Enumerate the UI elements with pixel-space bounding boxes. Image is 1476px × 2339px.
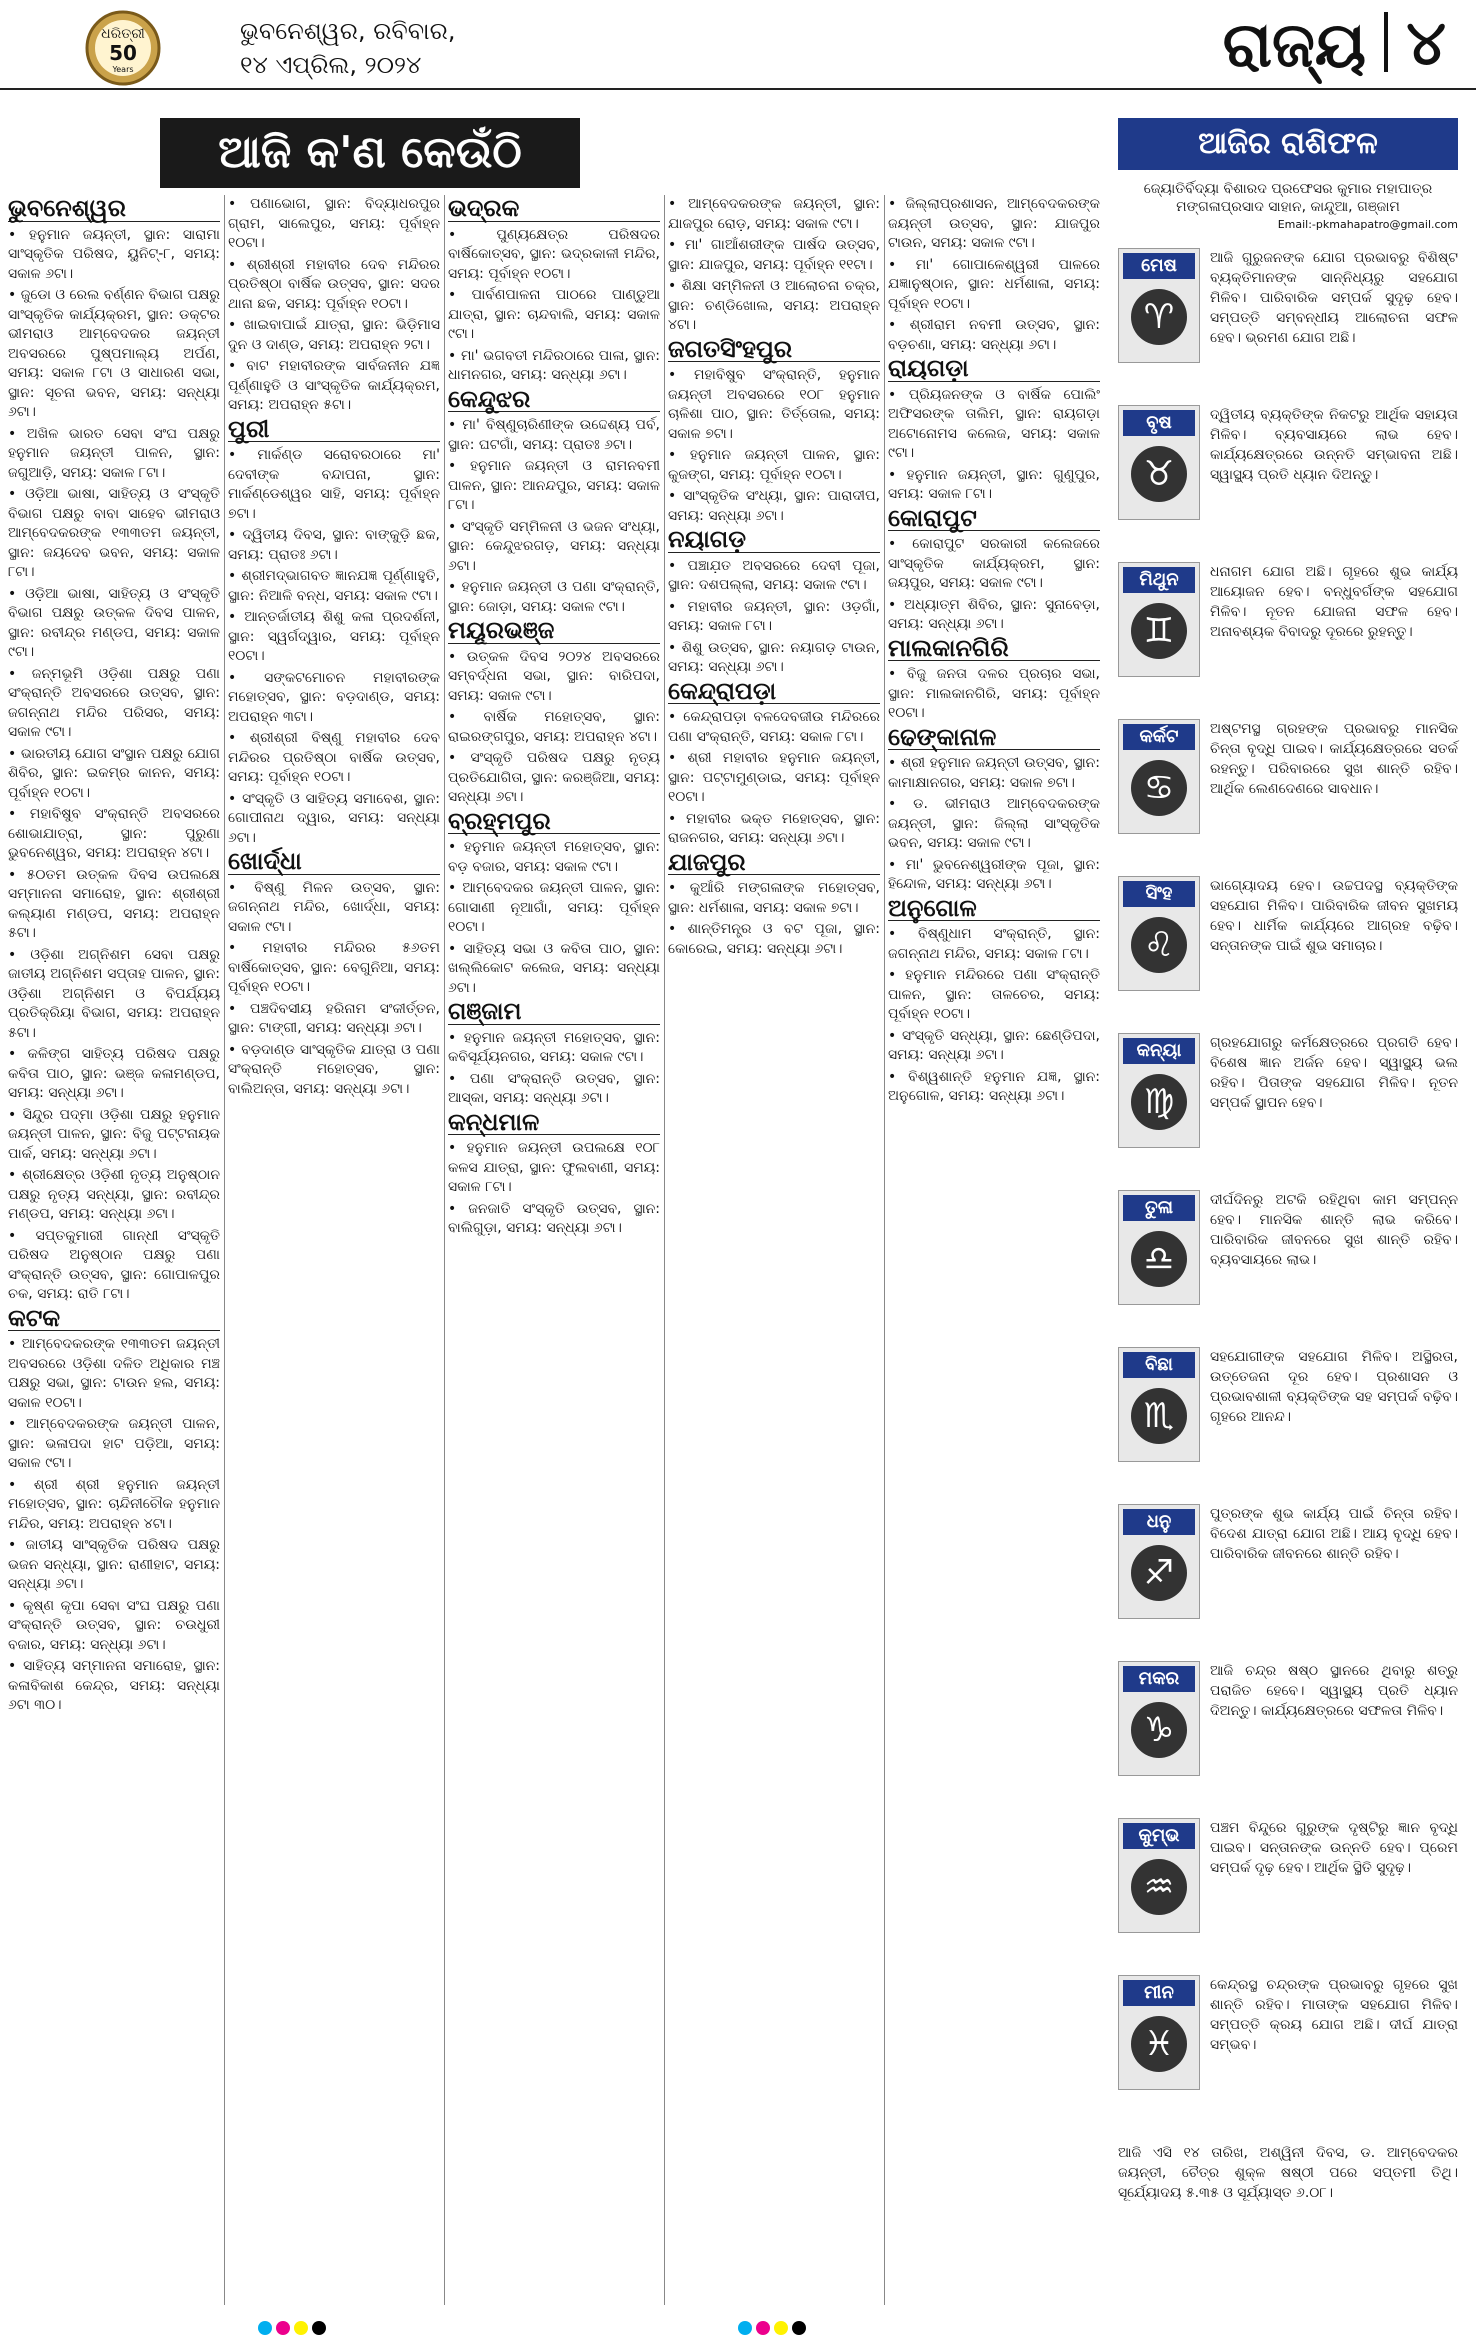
- district-heading: ଯାଜପୁର: [668, 853, 880, 876]
- sign-name: କୁମ୍ଭ: [1123, 1823, 1195, 1849]
- event-item: • ଆମ୍ବେଦକରଙ୍କ ୧୩୩ତମ ଜୟନ୍ତୀ ଅବସରରେ ଓଡ଼ିଶା ଦଳିତ ଅଧିକାର ମଞ୍ଚ ପକ୍ଷରୁ ସଭା, ସ୍ଥାନ: ଟାଉନ ହଲ, ସମୟ: ସକାଳ ୧୦ଟା।: [8, 1336, 220, 1411]
- district-heading: କେନ୍ଦ୍ରାପଡ଼ା: [668, 682, 880, 705]
- district-heading: ପୁରୀ: [228, 420, 440, 443]
- sign-badge: [1118, 1190, 1200, 1305]
- event-item: • କଳିଙ୍ଗ ସାହିତ୍ୟ ପରିଷଦ ପକ୍ଷରୁ କବିତା ପାଠ, ସ୍ଥାନ: ଭଞ୍ଜ କଳାମଣ୍ଡପ, ସମୟ: ସନ୍ଧ୍ୟା ୬ଟା।: [8, 1046, 220, 1101]
- district-heading: ରାୟଗଡ଼ା: [888, 359, 1100, 382]
- event-item: • ସପ୍ତକୁମାରୀ ଗାନ୍ଧୀ ସଂସ୍କୃତି ପରିଷଦ ଅନୁଷ୍ଠାନ ପକ୍ଷରୁ ପଣା ସଂକ୍ରାନ୍ତି ଉତ୍ସବ, ସ୍ଥାନ: ଗୋପାଳପୁର ଚକ, ସମୟ: ରାତି ୮ଟା।: [8, 1227, 220, 1302]
- listing-column: [228, 195, 440, 1101]
- zodiac-sign: [1118, 1661, 1458, 1816]
- event-item: • ବିଶ୍ୱଶାନ୍ତି ହନୁମାନ ଯଜ୍ଞ, ସ୍ଥାନ: ଅନୁଗୋଳ, ସମୟ: ସନ୍ଧ୍ୟା ୬ଟା।: [888, 1068, 1100, 1104]
- event-item: • ସଂସ୍କୃତି ପରିଷଦ ପକ୍ଷରୁ ନୃତ୍ୟ ପ୍ରତିଯୋଗିତା, ସ୍ଥାନ: କରଞ୍ଜିଆ, ସମୟ: ସନ୍ଧ୍ୟା ୬ଟା।: [448, 750, 660, 805]
- event-item: • ଖାଇବାପାଇଁ ଯାତ୍ରା, ସ୍ଥାନ: ଭିଡ଼ିମାସ ଦୁନ ଓ ଦାଣ୍ଡ, ସମୟ: ଅପରାହ୍ନ ୨ଟା।: [228, 317, 440, 353]
- zodiac-icon: ♏: [1131, 1388, 1187, 1444]
- author-line-1: ଜ୍ୟୋତିର୍ବିଦ୍ୟା ବିଶାରଦ ପ୍ରଫେସର କୁମାର ମହାପାତ୍ର: [1143, 181, 1433, 197]
- district-heading: ଭଦ୍ରକ: [448, 199, 660, 222]
- event-item: • ହନୁମାନ ଜୟନ୍ତୀ ମହୋତ୍ସବ, ସ୍ଥାନ: କବିସୂର୍ଯ୍ୟନଗର, ସମୟ: ସକାଳ ୯ଟା।: [448, 1029, 660, 1065]
- event-item: • ପ୍ରିୟଜନଙ୍କ ଓ ବାର୍ଷିକ ପୋଲିଂ ଅଫିସରଙ୍କ ତାଲିମ, ସ୍ଥାନ: ରାୟଗଡ଼ା ଅଟୋନୋମସ କଲେଜ, ସମୟ: ସକାଳ ୯ଟା।: [888, 386, 1100, 461]
- zodiac-sign: [1118, 1190, 1458, 1345]
- event-item: • ମା' ଗୋପାଳେଶ୍ୱରୀ ପାଳରେ ଯଜ୍ଞାନୁଷ୍ଠାନ, ସ୍ଥାନ: ଧର୍ମଶାଳା, ସମୟ: ପୂର୍ବାହ୍ନ ୧୦ଟା।: [888, 256, 1100, 312]
- event-item: • ମା' ଭୁବନେଶ୍ୱରୀଙ୍କ ପୂଜା, ସ୍ଥାନ: ହିନ୍ଦୋଳ, ସମୟ: ସନ୍ଧ୍ୟା ୬ଟା।: [888, 856, 1100, 892]
- sign-badge: [1118, 1504, 1200, 1619]
- sign-name: ବୃଷ: [1123, 410, 1195, 436]
- zodiac-icon: ♑: [1131, 1702, 1187, 1758]
- sign-prediction: ଆଜି ଚନ୍ଦ୍ର ଷଷ୍ଠ ସ୍ଥାନରେ ଥିବାରୁ ଶତ୍ରୁ ପରାଜିତ ହେବେ। ସ୍ୱାସ୍ଥ୍ୟ ପ୍ରତି ଧ୍ୟାନ ଦିଅନ୍ତୁ। କାର୍ଯ୍ୟକ୍ଷେତ୍ରରେ ସଫଳତା ମିଳିବ।: [1210, 1663, 1458, 1719]
- zodiac-icon: ♌: [1131, 917, 1187, 973]
- event-item: • କୃଷ୍ଣ କୃପା ସେବା ସଂଘ ପକ୍ଷରୁ ପଣା ସଂକ୍ରାନ୍ତି ଉତ୍ସବ, ସ୍ଥାନ: ଚଉଧୁରୀ ବଜାର, ସମୟ: ସନ୍ଧ୍ୟା ୬ଟା।: [8, 1597, 220, 1653]
- event-item: • ହନୁମାନ ମନ୍ଦିରରେ ପଣା ସଂକ୍ରାନ୍ତି ପାଳନ, ସ୍ଥାନ: ତାଳଚେର, ସମୟ: ପୂର୍ବାହ୍ନ ୧୦ଟା।: [888, 967, 1100, 1022]
- event-item: • ଜାତୀୟ ସାଂସ୍କୃତିକ ପରିଷଦ ପକ୍ଷରୁ ଭଜନ ସନ୍ଧ୍ୟା, ସ୍ଥାନ: ରାଣୀହାଟ, ସମୟ: ସନ୍ଧ୍ୟା ୬ଟା।: [8, 1537, 220, 1592]
- sign-prediction: ଭାଗ୍ୟୋଦୟ ହେବ। ଉଚ୍ଚପଦସ୍ଥ ବ୍ୟକ୍ତିଙ୍କ ସହଯୋଗ ମିଳିବ। ପାରିବାରିକ ଜୀବନ ସୁଖମୟ ହେବ। ଧାର୍ମିକ କାର୍ଯ୍ୟରେ ଆଗ୍ରହ ବଢ଼ିବ। ସନ୍ତାନଙ୍କ ପାଇଁ ଶୁଭ ସମାଚାର।: [1210, 878, 1458, 954]
- event-item: • ମା' ଭଗବତୀ ମନ୍ଦିରଠାରେ ପାଳା, ସ୍ଥାନ: ଧାମନଗର, ସମୟ: ସନ୍ଧ୍ୟା ୬ଟା।: [448, 347, 660, 383]
- registration-dot: [276, 2321, 290, 2335]
- event-item: • ଶ୍ରୀରାମ ନବମୀ ଉତ୍ସବ, ସ୍ଥାନ: ବଡ଼ଚଣା, ସମୟ: ସନ୍ଧ୍ୟା ୬ଟା।: [888, 317, 1100, 353]
- zodiac-icon: ♊: [1131, 603, 1187, 659]
- event-item: • ଜନ୍ମଭୂମି ଓଡ଼ିଶା ପକ୍ଷରୁ ପଣା ସଂକ୍ରାନ୍ତି ଅବସରରେ ଉତ୍ସବ, ସ୍ଥାନ: ଜଗନ୍ନାଥ ମନ୍ଦିର ପରିସର, ସମୟ: ସକାଳ ୯ଟା।: [8, 665, 220, 740]
- sign-name: ଧନୁ: [1123, 1509, 1195, 1535]
- event-item: • ଓଡ଼ିଆ ଭାଷା, ସାହିତ୍ୟ ଓ ସଂସ୍କୃତି ବିଭାଗ ପକ୍ଷରୁ ବାବା ସାହେବ ଭୀମରାଓ ଆମ୍ବେଦକରଙ୍କ ୧୩୩ତମ ଜୟନ୍ତୀ, ସ୍ଥାନ: ଜୟଦେବ ଭବନ, ସମୟ: ସକାଳ ୮ଟା।: [8, 486, 220, 580]
- district-heading: କନ୍ଧମାଳ: [448, 1113, 660, 1136]
- event-item: • ମା' ବିଷ୍ଣୁଚାରିଣୀଙ୍କ ଉଦ୍ଦେଶ୍ୟ ପର୍ବ, ସ୍ଥାନ: ଘଟଗାଁ, ସମୟ: ପ୍ରାତଃ ୬ଟା।: [448, 417, 660, 453]
- event-item: • ବିଷ୍ଣୁ ମିଳନ ଉତ୍ସବ, ସ୍ଥାନ: ଜଗନ୍ନାଥ ମନ୍ଦିର, ଖୋର୍ଦ୍ଧା, ସମୟ: ସକାଳ ୯ଟା।: [228, 879, 440, 935]
- event-item: • ଶ୍ରୀ ହନୁମାନ ଜୟନ୍ତୀ ଉତ୍ସବ, ସ୍ଥାନ: କାମାକ୍ଷାନଗର, ସମୟ: ସକାଳ ୭ଟା।: [888, 755, 1100, 791]
- sign-badge: [1118, 562, 1200, 677]
- sign-prediction: ଗ୍ରହଯୋଗରୁ କର୍ମକ୍ଷେତ୍ରରେ ପ୍ରଗତି ହେବ। ବିଶେଷ ଜ୍ଞାନ ଅର୍ଜନ ହେବ। ସ୍ୱାସ୍ଥ୍ୟ ଭଲ ରହିବ। ପିତାଙ୍କ ସହଯୋଗ ମିଳିବ। ନୂତନ ସମ୍ପର୍କ ସ୍ଥାପନ ହେବ।: [1210, 1035, 1458, 1111]
- logo-years-label: Years: [112, 65, 134, 74]
- event-item: • ଅଖିଳ ଭାରତ ସେବା ସଂଘ ପକ୍ଷରୁ ହନୁମାନ ଜୟନ୍ତୀ ପାଳନ, ସ୍ଥାନ: ଜଗୁଆଡ଼ି, ସମୟ: ସକାଳ ୮ଟା।: [8, 425, 220, 481]
- print-registration-bar: [0, 2318, 1476, 2339]
- event-item: • ହନୁମାନ ଜୟନ୍ତୀ ଓ ରାମନବମୀ ପାଳନ, ସ୍ଥାନ: ଆନନ୍ଦପୁର, ସମୟ: ସକାଳ ୮ଟା।: [448, 458, 660, 513]
- horoscope-title: ଆଜିର ରାଶିଫଳ: [1118, 118, 1458, 170]
- event-item: • ସାହିତ୍ୟ ସମ୍ମାନନା ସମାରୋହ, ସ୍ଥାନ: କଳାବିକାଶ କେନ୍ଦ୍ର, ସମୟ: ସନ୍ଧ୍ୟା ୬ଟା ୩୦।: [8, 1658, 220, 1713]
- column-divider: [444, 195, 445, 2305]
- district-heading: କଟକ: [8, 1309, 220, 1332]
- event-item: • କୁଆଁରି ମଙ୍ଗଳାଙ୍କ ମହୋତ୍ସବ, ସ୍ଥାନ: ଧର୍ମଶାଳା, ସମୟ: ସକାଳ ୭ଟା।: [668, 880, 880, 916]
- district-heading: ଢେଙ୍କାନାଳ: [888, 728, 1100, 751]
- zodiac-sign: [1118, 1504, 1458, 1659]
- sign-name: ମକର: [1123, 1666, 1195, 1692]
- event-item: • କୋରାପୁଟ ସରକାରୀ କଲେଜରେ ସାଂସ୍କୃତିକ କାର୍ଯ୍ୟକ୍ରମ, ସ୍ଥାନ: ଜୟପୁର, ସମୟ: ସକାଳ ୯ଟା।: [888, 536, 1100, 591]
- sign-prediction: ଦ୍ୱିତୀୟ ବ୍ୟକ୍ତିଙ୍କ ନିକଟରୁ ଆର୍ଥିକ ସହାୟତା ମିଳିବ। ବ୍ୟବସାୟରେ ଲାଭ ହେବ। କାର୍ଯ୍ୟକ୍ଷେତ୍ରରେ ଉନ୍ନତି ସମ୍ଭାବନା ଅଛି। ସ୍ୱାସ୍ଥ୍ୟ ପ୍ରତି ଧ୍ୟାନ ଦିଅନ୍ତୁ।: [1210, 407, 1458, 483]
- zodiac-icon: ♋: [1131, 760, 1187, 816]
- registration-dot: [738, 2321, 752, 2335]
- color-dots-left: [258, 2321, 326, 2335]
- zodiac-icon: ♓: [1131, 2016, 1187, 2072]
- sign-name: କନ୍ୟା: [1123, 1038, 1195, 1064]
- page-separator: [1384, 12, 1388, 72]
- listing-column: [8, 195, 220, 1718]
- event-item: • ବଡ଼ଦାଣ୍ଡ ସାଂସ୍କୃତିକ ଯାତ୍ରା ଓ ପଣା ସଂକ୍ରାନ୍ତି ମହୋତ୍ସବ, ସ୍ଥାନ: ବାଲିଅନ୍ତା, ସମୟ: ସନ୍ଧ୍ୟା ୬ଟା।: [228, 1041, 440, 1097]
- event-item: • ପଣାଭୋଗ, ସ୍ଥାନ: ବିଦ୍ୟାଧରପୁର ଗ୍ରାମ, ସାଲେପୁର, ସମୟ: ପୂର୍ବାହ୍ନ ୧୦ଟା।: [228, 196, 440, 251]
- district-heading: ବ୍ରହ୍ମପୁର: [448, 812, 660, 835]
- event-item: • କେନ୍ଦ୍ରାପଡ଼ା ବଳଦେବଜୀଉ ମନ୍ଦିରରେ ପଣା ସଂକ୍ରାନ୍ତି, ସମୟ: ସକାଳ ୮ଟା।: [668, 709, 880, 745]
- column-divider: [884, 195, 885, 2305]
- event-item: • ଶାନ୍ତିମନ୍ତ୍ର ଓ ବଟ ପୂଜା, ସ୍ଥାନ: କୋରେଇ, ସମୟ: ସନ୍ଧ୍ୟା ୬ଟା।: [668, 921, 880, 957]
- event-item: • ମାର୍କଣ୍ଡ ସରୋବରଠାରେ ମା' ଦେବୀଙ୍କ ବନ୍ଦାପନା, ସ୍ଥାନ: ମାର୍କଣ୍ଡେଶ୍ୱର ସାହି, ସମୟ: ପୂର୍ବାହ୍ନ ୭ଟା।: [228, 447, 440, 522]
- event-item: • ଆମ୍ବେଦକର ଜୟନ୍ତୀ ପାଳନ, ସ୍ଥାନ: ଗୋସାଣୀ ନୂଆଗାଁ, ସମୟ: ପୂର୍ବାହ୍ନ ୧୦ଟା।: [448, 880, 660, 935]
- sign-name: ବିଛା: [1123, 1352, 1195, 1378]
- zodiac-icon: ♒: [1131, 1859, 1187, 1915]
- listing-column: [448, 195, 660, 1241]
- event-item: • ସାହିତ୍ୟ ସଭା ଓ କବିତା ପାଠ, ସ୍ଥାନ: ଖଲ୍ଲିକୋଟ କଲେଜ, ସମୟ: ସନ୍ଧ୍ୟା ୬ଟା।: [448, 940, 660, 996]
- district-heading: ଗଞ୍ଜାମ: [448, 1002, 660, 1025]
- event-item: • ଶ୍ରୀକ୍ଷେତ୍ର ଓଡ଼ିଶୀ ନୃତ୍ୟ ଅନୁଷ୍ଠାନ ପକ୍ଷରୁ ନୃତ୍ୟ ସନ୍ଧ୍ୟା, ସ୍ଥାନ: ରବୀନ୍ଦ୍ର ମଣ୍ଡପ, ସମୟ: ସନ୍ଧ୍ୟା ୬ଟା।: [8, 1167, 220, 1222]
- event-item: • ହନୁମାନ ଜୟନ୍ତୀ ପାଳନ, ସ୍ଥାନ: କୁଜଙ୍ଗ, ସମୟ: ପୂର୍ବାହ୍ନ ୧୦ଟା।: [668, 447, 880, 483]
- event-item: • ମା' ଗାଆଁଶରୀଙ୍କ ପାର୍ଷଦ ଉତ୍ସବ, ସ୍ଥାନ: ଯାଜପୁର, ସମୟ: ପୂର୍ବାହ୍ନ ୧୧ଟା।: [668, 237, 880, 273]
- event-item: • ସିନ୍ଦୁର ପଦ୍ମା ଓଡ଼ିଶା ପକ୍ଷରୁ ହନୁମାନ ଜୟନ୍ତୀ ପାଳନ, ସ୍ଥାନ: ବିଜୁ ପଟ୍ଟନାୟକ ପାର୍କ, ସମୟ: ସନ୍ଧ୍ୟା ୬ଟା।: [8, 1106, 220, 1162]
- district-heading: ନୟାଗଡ଼: [668, 530, 880, 553]
- event-item: • ପଞ୍ଚାଯ଼ତ ଅବସରରେ ଦେବୀ ପୂଜା, ସ୍ଥାନ: ଦଶପଲ୍ଲା, ସମୟ: ସକାଳ ୯ଟା।: [668, 557, 880, 593]
- district-heading: ମୟୂରଭଞ୍ଜ: [448, 621, 660, 644]
- column-divider: [664, 195, 665, 2305]
- event-item: • ଶ୍ରୀଶ୍ରୀ ବିଷ୍ଣୁ ମହାବୀର ଦେବ ମନ୍ଦିରର ପ୍ରତିଷ୍ଠା ବାର୍ଷିକ ଉତ୍ସବ, ସମୟ: ପୂର୍ବାହ୍ନ ୧୦ଟା।: [228, 730, 440, 785]
- sign-prediction: ପଞ୍ଚମ ବିନ୍ଦୁରେ ଗୁରୁଙ୍କ ଦୃଷ୍ଟିରୁ ଜ୍ଞାନ ବୃଦ୍ଧି ପାଇବ। ସନ୍ତାନଙ୍କ ଉନ୍ନତି ହେବ। ପ୍ରେମ ସମ୍ପର୍କ ଦୃଢ଼ ହେବ। ଆର୍ଥିକ ସ୍ଥିତି ସୁଦୃଢ଼।: [1210, 1820, 1458, 1876]
- event-item: • ଭାରତୀୟ ଯୋଗ ସଂସ୍ଥାନ ପକ୍ଷରୁ ଯୋଗ ଶିବିର, ସ୍ଥାନ: ଇକମ୍ର କାନନ, ସମୟ: ପୂର୍ବାହ୍ନ ୧୦ଟା।: [8, 745, 220, 801]
- district-heading: ମାଲକାନଗିରି: [888, 639, 1100, 662]
- event-item: • ଶ୍ରୀ ଶ୍ରୀ ହନୁମାନ ଜୟନ୍ତୀ ମହୋତ୍ସବ, ସ୍ଥାନ: ଚାନ୍ଦିନୀଚୌକ ହନୁମାନ ମନ୍ଦିର, ସମୟ: ଅପରାହ୍ନ ୪ଟା।: [8, 1476, 220, 1532]
- event-item: • ଶିଶୁ ଉତ୍ସବ, ସ୍ଥାନ: ନୟାଗଡ଼ ଟାଉନ, ସମୟ: ସନ୍ଧ୍ୟା ୬ଟା।: [668, 639, 880, 675]
- listing-column: [888, 195, 1100, 1109]
- event-item: • ପଞ୍ଚଦିବସୀୟ ହରିନାମ ସଂକୀର୍ତ୍ତନ, ସ୍ଥାନ: ଟାଙ୍ଗୀ, ସମୟ: ସନ୍ଧ୍ୟା ୬ଟା।: [228, 1000, 440, 1036]
- sign-prediction: ଧନାଗମ ଯୋଗ ଅଛି। ଗୃହରେ ଶୁଭ କାର୍ଯ୍ୟ ଆୟୋଜନ ହେବ। ବନ୍ଧୁବର୍ଗଙ୍କ ସହଯୋଗ ମିଳିବ। ନୂତନ ଯୋଜନା ସଫଳ ହେବ। ଅନାବଶ୍ୟକ ବିବାଦରୁ ଦୂରରେ ରୁହନ୍ତୁ।: [1210, 564, 1458, 640]
- event-item: • ଡ. ଭୀମରାଓ ଆମ୍ବେଦକରଙ୍କ ଜୟନ୍ତୀ, ସ୍ଥାନ: ଜିଲ୍ଲା ସାଂସ୍କୃତିକ ଭବନ, ସମୟ: ସକାଳ ୯ଟା।: [888, 796, 1100, 851]
- event-item: • ପାର୍ବଣପାଳନା ପାଠରେ ପାଣ୍ଡୁଆ ଯାତ୍ରା, ସ୍ଥାନ: ଚାନ୍ଦବାଲି, ସମୟ: ସକାଳ ୯ଟା।: [448, 287, 660, 342]
- registration-dot: [792, 2321, 806, 2335]
- horoscope-panel: [1118, 118, 1458, 2318]
- event-item: • ବିଷ୍ଣୁଧାମ ସଂକ୍ରାନ୍ତି, ସ୍ଥାନ: ଜଗନ୍ନାଥ ମନ୍ଦିର, ସମୟ: ସକାଳ ୮ଟା।: [888, 926, 1100, 962]
- sign-badge: [1118, 1818, 1200, 1933]
- event-item: • ମହାବୀର ଜୟନ୍ତୀ, ସ୍ଥାନ: ଓଡ଼ଗାଁ, ସମୟ: ସକାଳ ୮ଟା।: [668, 598, 880, 634]
- event-item: • ଜନଜାତି ସଂସ୍କୃତି ଉତ୍ସବ, ସ୍ଥାନ: ବାଲିଗୁଡ଼ା, ସମୟ: ସନ୍ଧ୍ୟା ୬ଟା।: [448, 1200, 660, 1236]
- zodiac-icon: ♎: [1131, 1231, 1187, 1287]
- event-item: • ୫୦ତମ ଉତ୍କଳ ଦିବସ ଉପଲକ୍ଷେ ସମ୍ମାନନା ସମାରୋହ, ସ୍ଥାନ: ଶ୍ରୀଶ୍ରୀ କଲ୍ୟାଣ ମଣ୍ଡପ, ସମୟ: ଅପରାହ୍ନ ୫ଟା।: [8, 866, 220, 941]
- zodiac-icon: ♈: [1131, 289, 1187, 345]
- sign-name: ମେଷ: [1123, 253, 1195, 279]
- sign-name: ମିଥୁନ: [1123, 567, 1195, 593]
- event-item: • ସଂସ୍କୃତି ସନ୍ଧ୍ୟା, ସ୍ଥାନ: ଛେଣ୍ଡିପଦା, ସମୟ: ସନ୍ଧ୍ୟା ୬ଟା।: [888, 1027, 1100, 1063]
- sign-name: କର୍କଟ: [1123, 724, 1195, 750]
- logo-years: 50: [109, 41, 137, 65]
- zodiac-sign: [1118, 1347, 1458, 1502]
- registration-dot: [756, 2321, 770, 2335]
- author-email: Email:-pkmahapatro@gmail.com: [1277, 218, 1458, 231]
- registration-dot: [294, 2321, 308, 2335]
- event-item: • ଆନ୍ତର୍ଜାତୀୟ ଶିଶୁ କଳା ପ୍ରଦର୍ଶନୀ, ସ୍ଥାନ: ସ୍ୱର୍ଗଦ୍ୱାର, ସମୟ: ପୂର୍ବାହ୍ନ ୧୦ଟା।: [228, 609, 440, 664]
- event-item: • ଆମ୍ବେଦକରଙ୍କ ଜୟନ୍ତୀ, ସ୍ଥାନ: ଯାଜପୁର ରୋଡ଼, ସମୟ: ସକାଳ ୯ଟା।: [668, 196, 880, 232]
- sign-prediction: ପୁତ୍ରଙ୍କ ଶୁଭ କାର୍ଯ୍ୟ ପାଇଁ ଚିନ୍ତା ରହିବ। ବିଦେଶ ଯାତ୍ରା ଯୋଗ ଅଛି। ଆୟ ବୃଦ୍ଧି ହେବ। ପାରିବାରିକ ଜୀବନରେ ଶାନ୍ତି ରହିବ।: [1210, 1506, 1458, 1562]
- zodiac-sign: [1118, 248, 1458, 403]
- sign-badge: [1118, 876, 1200, 991]
- section-name: ରାଜ୍ୟ: [1222, 8, 1366, 81]
- sign-badge: [1118, 405, 1200, 520]
- event-item: • ପଣା ସଂକ୍ରାନ୍ତି ଉତ୍ସବ, ସ୍ଥାନ: ଆସ୍କା, ସମୟ: ସନ୍ଧ୍ୟା ୬ଟା।: [448, 1070, 660, 1106]
- event-item: • ବିଜୁ ଜନତା ଦଳର ପ୍ରଚାର ସଭା, ସ୍ଥାନ: ମାଲକାନଗିରି, ସମୟ: ପୂର୍ବାହ୍ନ ୧୦ଟା।: [888, 666, 1100, 721]
- masthead: [0, 0, 1476, 90]
- horoscope-author: [1118, 180, 1458, 216]
- district-heading: କେନ୍ଦୁଝର: [448, 390, 660, 413]
- sign-prediction: ଆଜି ଗୁରୁଜନଙ୍କ ଯୋଗ ପ୍ରଭାବରୁ ବିଶିଷ୍ଟ ବ୍ୟକ୍ତିମାନଙ୍କ ସାନ୍ନିଧ୍ୟରୁ ସହଯୋଗ ମିଳିବ। ପାରିବାରିକ ସମ୍ପର୍କ ସୁଦୃଢ଼ ହେବ। ସମ୍ପତ୍ତି ସମ୍ବନ୍ଧୀୟ ଆଲୋଚନା ସଫଳ ହେବ। ଭ୍ରମଣ ଯୋଗ ଅଛି।: [1210, 250, 1458, 346]
- sign-prediction: ଦୀର୍ଘଦିନରୁ ଅଟକି ରହିଥିବା କାମ ସମ୍ପନ୍ନ ହେବ। ମାନସିକ ଶାନ୍ତି ଲାଭ କରିବେ। ପାରିବାରିକ ଜୀବନରେ ସୁଖ ଶାନ୍ତି ରହିବ। ବ୍ୟବସାୟରେ ଲାଭ।: [1210, 1192, 1458, 1268]
- event-item: • ସଂସ୍କୃତି ସମ୍ମିଳନୀ ଓ ଭଜନ ସଂଧ୍ୟା, ସ୍ଥାନ: କେନ୍ଦୁଝରଗଡ଼, ସମୟ: ସନ୍ଧ୍ୟା ୬ଟା।: [448, 518, 660, 574]
- listing-column: [668, 195, 880, 961]
- event-item: • ଦ୍ୱିତୀୟ ଦିବସ, ସ୍ଥାନ: ବାଙ୍କୁଡ଼ି ଛକ, ସମୟ: ପ୍ରାତଃ ୬ଟା।: [228, 527, 440, 563]
- district-heading: ଭୁବନେଶ୍ୱର: [8, 199, 220, 222]
- sign-name: ସିଂହ: [1123, 881, 1195, 907]
- event-item: • ଶ୍ରୀଶ୍ରୀ ମହାବୀର ଦେବ ମନ୍ଦିରର ପ୍ରତିଷ୍ଠା ବାର୍ଷିକ ଉତ୍ସବ, ସ୍ଥାନ: ସଦର ଥାନା ଛକ, ସମୟ: ପୂର୍ବାହ୍ନ ୧୦ଟା।: [228, 256, 440, 312]
- newspaper-logo: [48, 8, 198, 88]
- sign-name: ମୀନ: [1123, 1980, 1195, 2006]
- date-line: [240, 14, 455, 82]
- event-item: • ଓଡ଼ିଶା ଅଗ୍ନିଶମ ସେବା ପକ୍ଷରୁ ଜାତୀୟ ଅଗ୍ନିଶମ ସପ୍ତାହ ପାଳନ, ସ୍ଥାନ: ଓଡ଼ିଶା ଅଗ୍ନିଶମ ଓ ବିପର୍ଯ୍ୟୟ ପ୍ରତିକ୍ରିୟା ବିଭାଗ, ସମୟ: ଅପରାହ୍ନ ୫ଟା।: [8, 946, 220, 1041]
- district-heading: ଜଗତସିଂହପୁର: [668, 340, 880, 363]
- sign-badge: [1118, 1661, 1200, 1776]
- event-item: • ଓଡ଼ିଆ ଭାଷା, ସାହିତ୍ୟ ଓ ସଂସ୍କୃତି ବିଭାଗ ପକ୍ଷରୁ ଉତ୍କଳ ଦିବସ ପାଳନ, ସ୍ଥାନ: ରବୀନ୍ଦ୍ର ମଣ୍ଡପ, ସମୟ: ସକାଳ ୯ଟା।: [8, 585, 220, 660]
- sign-badge: [1118, 719, 1200, 834]
- event-item: • ମହାବୀର ମନ୍ଦିରର ୫୬ତମ ବାର୍ଷିକୋତ୍ସବ, ସ୍ଥାନ: ବେଗୁନିଆ, ସମୟ: ପୂର୍ବାହ୍ନ ୧୦ଟା।: [228, 940, 440, 995]
- district-heading: ଖୋର୍ଦ୍ଧା: [228, 852, 440, 875]
- zodiac-sign: [1118, 562, 1458, 717]
- event-item: • ମହାବିଷୁବ ସଂକ୍ରାନ୍ତି ଅବସରରେ ଶୋଭାଯାତ୍ରା, ସ୍ଥାନ: ପୁରୁଣା ଭୁବନେଶ୍ୱର, ସମୟ: ଅପରାହ୍ନ ୪ଟା।: [8, 806, 220, 861]
- horoscope-footer: ଆଜି ଏସି ୧୪ ତାରିଖ, ଅଶ୍ୱିନୀ ଦିବସ, ଡ. ଆମ୍ବେଦକର ଜୟନ୍ତୀ, ଚୈତ୍ର ଶୁକ୍ଳ ଷଷ୍ଠୀ ପରେ ସପ୍ତମୀ ତିଥି। ସୂର୍ଯ୍ୟୋଦୟ ୫.୩୫ ଓ ସୂର୍ଯ୍ୟାସ୍ତ ୬.୦୮।: [1118, 2145, 1458, 2201]
- district-heading: ଅନୁଗୋଳ: [888, 899, 1100, 922]
- zodiac-icon: ♉: [1131, 446, 1187, 502]
- event-item: • ହନୁମାନ ଜୟନ୍ତୀ, ସ୍ଥାନ: ଗୁଣୁପୁର, ସମୟ: ସକାଳ ୮ଟା।: [888, 466, 1100, 502]
- logo-text: ଧରିତ୍ରୀ: [101, 26, 145, 42]
- event-item: • ସାଂସ୍କୃତିକ ସଂଧ୍ୟା, ସ୍ଥାନ: ପାରାଦୀପ, ସମୟ: ସନ୍ଧ୍ୟା ୬ଟା।: [668, 488, 880, 524]
- registration-dot: [258, 2321, 272, 2335]
- event-item: • ପୁଣ୍ୟକ୍ଷେତ୍ର ପରିଷଦର ବାର୍ଷିକୋତ୍ସବ, ସ୍ଥାନ: ଭଦ୍ରକାଳୀ ମନ୍ଦିର, ସମୟ: ପୂର୍ବାହ୍ନ ୧୦ଟା।: [448, 226, 660, 282]
- zodiac-sign: [1118, 719, 1458, 874]
- event-item: • ବାଟ ମହାବୀରଙ୍କ ସାର୍ବଜନୀନ ଯଜ୍ଞ ପୂର୍ଣ୍ଣାହୁତି ଓ ସାଂସ୍କୃତିକ କାର୍ଯ୍ୟକ୍ରମ, ସମୟ: ଅପରାହ୍ନ ୫ଟା।: [228, 358, 440, 413]
- event-item: • ହନୁମାନ ଜୟନ୍ତୀ ଉପଲକ୍ଷେ ୧୦୮ କଳସ ଯାତ୍ରା, ସ୍ଥାନ: ଫୁଲବାଣୀ, ସମୟ: ସକାଳ ୮ଟା।: [448, 1140, 660, 1195]
- district-heading: କୋରାପୁଟ: [888, 509, 1100, 532]
- zodiac-sign: [1118, 1818, 1458, 1973]
- event-item: • ଅଧ୍ୟାତ୍ମ ଶିବିର, ସ୍ଥାନ: ସୁନାବେଡ଼ା, ସମୟ: ସନ୍ଧ୍ୟା ୬ଟା।: [888, 596, 1100, 632]
- registration-dot: [312, 2321, 326, 2335]
- author-line-2: ମଙ୍ଗଳାପ୍ରସାଦ ସାହାନ, କାନ୍ଦୁଆ, ଗଞ୍ଜାମ: [1176, 199, 1400, 215]
- event-item: • ଶ୍ରୀ ମହାବୀର ହନୁମାନ ଜୟନ୍ତୀ, ସ୍ଥାନ: ପଟ୍ଟାମୁଣ୍ଡାଇ, ସମୟ: ପୂର୍ବାହ୍ନ ୧୦ଟା।: [668, 750, 880, 805]
- event-item: • ବାର୍ଷିକ ମହୋତ୍ସବ, ସ୍ଥାନ: ରାଇରଙ୍ଗପୁର, ସମୟ: ଅପରାହ୍ନ ୪ଟା।: [448, 709, 660, 745]
- color-dots-right: [738, 2321, 806, 2335]
- event-item: • ଜିଲ୍ଲାପ୍ରଶାସନ, ଆମ୍ବେଦକରଙ୍କ ଜୟନ୍ତୀ ଉତ୍ସବ, ସ୍ଥାନ: ଯାଜପୁର ଟାଉନ, ସମୟ: ସକାଳ ୯ଟା।: [888, 196, 1100, 251]
- event-item: • ଜୁଡୋ ଓ ରେଲ ବର୍ଣ୍ଣନ ବିଭାଗ ପକ୍ଷରୁ ସାଂସ୍କୃତିକ କାର୍ଯ୍ୟକ୍ରମ, ସ୍ଥାନ: ଡକ୍ଟର ଭୀମରାଓ ଆମ୍ବେଦକର ଜୟନ୍ତୀ ଅବସରରେ ପୁଷ୍ପମାଲ୍ୟ ଅର୍ପଣ, ସମୟ: ସକାଳ ୮ଟା ଓ ସାଧାରଣ ସଭା, ସ୍ଥାନ: ସୂଚନା ଭବନ, ସମୟ: ସନ୍ଧ୍ୟା ୬ଟା।: [8, 287, 220, 420]
- sign-badge: [1118, 1033, 1200, 1148]
- event-item: • ଉତ୍କଳ ଦିବସ ୨୦୨୪ ଅବସରରେ ସମ୍ବର୍ଦ୍ଧନା ସଭା, ସ୍ଥାନ: ବାରିପଦା, ସମୟ: ସକାଳ ୯ଟା।: [448, 648, 660, 704]
- event-item: • ହନୁମାନ ଜୟନ୍ତୀ, ସ୍ଥାନ: ସାରାମା ସାଂସ୍କୃତିକ ପରିଷଦ, ୟୁନିଟ୍-୮, ସମୟ: ସକାଳ ୬ଟା।: [8, 226, 220, 282]
- sign-prediction: କେନ୍ଦ୍ରସ୍ଥ ଚନ୍ଦ୍ରଙ୍କ ପ୍ରଭାବରୁ ଗୃହରେ ସୁଖ ଶାନ୍ତି ରହିବ। ମାତାଙ୍କ ସହଯୋଗ ମିଳିବ। ସମ୍ପତ୍ତି କ୍ରୟ ଯୋଗ ଅଛି। ଦୀର୍ଘ ଯାତ୍ରା ସମ୍ଭବ।: [1210, 1977, 1458, 2053]
- page-number: ୪: [1406, 6, 1446, 79]
- page-title: ଆଜି କ'ଣ କେଉଁଠି: [160, 118, 580, 188]
- event-item: • ଶ୍ରୀମଦ୍ଭାଗବତ ଜ୍ଞାନଯଜ୍ଞ ପୂର୍ଣ୍ଣାହୁତି, ସ୍ଥାନ: ନିଆଳି ବନ୍ଧ, ସମୟ: ସକାଳ ୯ଟା।: [228, 568, 440, 604]
- zodiac-sign: [1118, 405, 1458, 560]
- event-item: • ହନୁମାନ ଜୟନ୍ତୀ ଓ ପଣା ସଂକ୍ରାନ୍ତି, ସ୍ଥାନ: ଜୋଡ଼ା, ସମୟ: ସକାଳ ୯ଟା।: [448, 579, 660, 615]
- event-item: • ହନୁମାନ ଜୟନ୍ତୀ ମହୋତ୍ସବ, ସ୍ଥାନ: ବଡ଼ ବଜାର, ସମୟ: ସକାଳ ୯ଟା।: [448, 839, 660, 875]
- zodiac-icon: ♐: [1131, 1545, 1187, 1601]
- event-item: • ମହାବୀର ଭକ୍ତ ମହୋତ୍ସବ, ସ୍ଥାନ: ରାଜନଗର, ସମୟ: ସନ୍ଧ୍ୟା ୬ଟା।: [668, 810, 880, 846]
- event-item: • ମହାବିଷୁବ ସଂକ୍ରାନ୍ତି, ହନୁମାନ ଜୟନ୍ତୀ ଅବସରରେ ୧୦୮ ହନୁମାନ ଚାଳିଶା ପାଠ, ସ୍ଥାନ: ତିର୍ତ୍ତୋଲ, ସମୟ: ସକାଳ ୭ଟା।: [668, 367, 880, 442]
- sign-badge: [1118, 1347, 1200, 1462]
- column-divider: [224, 195, 225, 2305]
- sign-badge: [1118, 1975, 1200, 2090]
- event-item: • ଶିକ୍ଷା ସମ୍ମିଳନୀ ଓ ଆଲୋଚନା ଚକ୍ର, ସ୍ଥାନ: ଚଣ୍ଡିଖୋଲ, ସମୟ: ଅପରାହ୍ନ ୪ଟା।: [668, 278, 880, 333]
- zodiac-sign: [1118, 1033, 1458, 1188]
- sign-prediction: ସହଯୋଗୀଙ୍କ ସହଯୋଗ ମିଳିବ। ଅସ୍ଥିରତା, ଉତ୍ତେଜନା ଦୂର ହେବ। ପ୍ରଶାସନ ଓ ପ୍ରଭାବଶାଳୀ ବ୍ୟକ୍ତିଙ୍କ ସହ ସମ୍ପର୍କ ବଢ଼ିବ। ଗୃହରେ ଆନନ୍ଦ।: [1210, 1349, 1458, 1425]
- registration-dot: [774, 2321, 788, 2335]
- date-line-1: ଭୁବନେଶ୍ୱର, ରବିବାର,: [240, 17, 456, 45]
- event-item: • ଆମ୍ବେଦକରଙ୍କ ଜୟନ୍ତୀ ପାଳନ, ସ୍ଥାନ: ଭଳାପଦା ହାଟ ପଡ଼ିଆ, ସମୟ: ସକାଳ ୯ଟା।: [8, 1416, 220, 1471]
- event-item: • ସଂସ୍କୃତି ଓ ସାହିତ୍ୟ ସମାବେଶ, ସ୍ଥାନ: ଗୋପୀନାଥ ଦ୍ୱାର, ସମୟ: ସନ୍ଧ୍ୟା ୬ଟା।: [228, 790, 440, 846]
- event-item: • ସଙ୍କଟମୋଚନ ମହାବୀରଙ୍କ ମହୋତ୍ସବ, ସ୍ଥାନ: ବଡ଼ଦାଣ୍ଡ, ସମୟ: ଅପରାହ୍ନ ୩ଟା।: [228, 669, 440, 725]
- date-line-2: ୧୪ ଏପ୍ରିଲ, ୨୦୨୪: [240, 51, 422, 79]
- zodiac-sign: [1118, 876, 1458, 1031]
- zodiac-icon: ♍: [1131, 1074, 1187, 1130]
- sign-badge: [1118, 248, 1200, 363]
- zodiac-sign: [1118, 1975, 1458, 2130]
- sign-name: ତୁଳା: [1123, 1195, 1195, 1221]
- sign-prediction: ଅଷ୍ଟମସ୍ଥ ଗ୍ରହଙ୍କ ପ୍ରଭାବରୁ ମାନସିକ ଚିନ୍ତା ବୃଦ୍ଧି ପାଇବ। କାର୍ଯ୍ୟକ୍ଷେତ୍ରରେ ସତର୍କ ରହନ୍ତୁ। ପରିବାରରେ ସୁଖ ଶାନ୍ତି ରହିବ। ଆର୍ଥିକ ଲେଣଦେଣରେ ସାବଧାନ।: [1210, 721, 1458, 797]
